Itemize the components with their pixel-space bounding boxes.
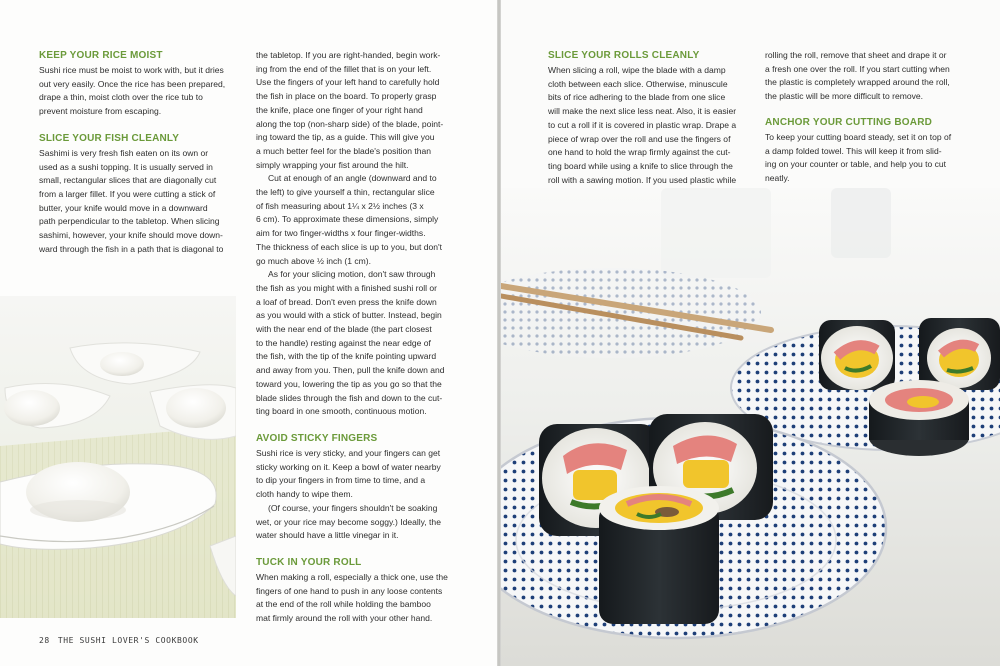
body-plastic-wrap: rolling the roll, remove that sheet and drape it or a fresh one over the roll. If you start cutting when the plastic is completely wrapped around the roll, the plastic will be more difficult to remove.	[765, 50, 950, 102]
heading-keep-rice-moist: KEEP YOUR RICE MOIST	[39, 50, 163, 61]
page-footer	[39, 636, 199, 645]
sushi-roll-back-2	[919, 318, 1000, 390]
page-number: 28	[39, 636, 50, 645]
body-anchor-cutting-board: To keep your cutting board steady, set it on top of a damp folded towel. This will keep it from slid- ing on your counter or table, and help you to cut neatly.	[765, 131, 952, 183]
spacer	[765, 104, 965, 116]
spacer	[39, 119, 239, 132]
spacer	[256, 543, 456, 556]
left-column-2	[256, 49, 456, 626]
sushi-roll-back-1	[819, 320, 895, 390]
body-keep-rice-moist: Sushi rice must be moist to work with, but it dries out very easily. Once the rice has been prepared, drape a thin, moist cloth over the rice tub to prevent moisture from escaping.	[39, 65, 226, 117]
rice-balls-illustration	[0, 296, 236, 618]
heading-anchor-cutting-board: ANCHOR YOUR CUTTING BOARD	[765, 116, 933, 128]
heading-tuck-in-roll: TUCK IN YOUR ROLL	[256, 556, 362, 568]
body-soaking-wet: (Of course, your fingers shouldn't be soaking wet, or your rice may become soggy.) Ideally, the water should have a little vinegar in it.	[256, 502, 441, 541]
heading-slice-fish-cleanly: SLICE YOUR FISH CLEANLY	[39, 132, 180, 144]
body-slice-fish-cleanly: Sashimi is very fresh fish eaten on its own or used as a sushi topping. It is usually served in small, rectangular slices that are diagonally cut from a larger fillet. If you were cutting a stick of butter, your knife would move in a downward path perpendicular to the tabletop. When slicing sashimi, however, your knife should move down- ward through the fish in a path that is diagonal to	[39, 147, 224, 254]
body-slice-rolls-cleanly: When slicing a roll, wipe the blade with a damp cloth between each slice. Otherwise, minuscule bits of rice adhering to the blade from one slice will make the next slice less neat. Also, it is easier to cut a roll if it is covered in plastic wrap. Drape a piece of wrap over the roll and use the fingers of one hand to hold the wrap firmly against the cut- ting board while using a knife to slice through the roll with a sawing motion. If you used plastic while	[548, 65, 737, 185]
body-tuck-in-roll: When making a roll, especially a thick one, use the fingers of one hand to push in any loose contents at the end of the roll while holding the bamboo mat firmly around the roll with your other hand.	[256, 571, 448, 624]
body-cut-angle: Cut at enough of an angle (downward and to the left) to give yourself a thin, rectangular slice of fish measuring about 1¼ x 2½ inches (3 x 6 cm). To approximate these dimensions, simply aim for two finger-widths x four finger-widths. The thickness of each slice is up to you, but don't go much above ½ inch (1 cm).	[256, 173, 442, 266]
body-slicing-continued: the tabletop. If you are right-handed, begin work- ing from the end of the fillet that is on your left. Use the fingers of your left hand to carefully hold the fish in place on the board. To properly grasp the knife, place one finger of your right hand along the top (non-sharp side) of the blade, point- ing toward the tip, as a guide. This will give you a much better feel for the blade's position than simply wrapping your fist around the hilt.	[256, 50, 444, 170]
running-book-title: THE SUSHI LOVER'S COOKBOOK	[57, 636, 199, 645]
right-column-1	[548, 49, 748, 187]
heading-slice-rolls-cleanly: SLICE YOUR ROLLS CLEANLY	[548, 50, 700, 61]
photo-rice-balls	[0, 296, 236, 618]
sushi-roll-back-3	[869, 380, 969, 456]
left-column-1	[39, 49, 239, 256]
sushi-roll-front-3	[599, 486, 719, 624]
right-column-2	[765, 49, 965, 186]
photo-sushi-rolls	[501, 188, 1000, 666]
spacer	[256, 419, 456, 432]
heading-avoid-sticky-fingers: AVOID STICKY FINGERS	[256, 432, 378, 444]
body-avoid-sticky-fingers: Sushi rice is very sticky, and your fingers can get sticky working on it. Keep a bowl of water nearby to dip your fingers in from time to time, and a cloth handy to wipe them.	[256, 447, 441, 500]
sushi-rolls-illustration	[501, 188, 1000, 666]
body-slicing-motion: As for your slicing motion, don't saw through the fish as you might with a finished sushi roll or a loaf of bread. Don't even press the knife down as you would with a stick of butter. Instead, begin with the near end of the blade (the part closest to the handle) resting against the near edge of the fish, with the tip of the knife pointing upward and away from you. Then, pull the knife down and toward you, lowering the tip as you go so that the blade slides through the fish and down to the cut- ting board in one smooth, continuous motion.	[256, 269, 445, 417]
